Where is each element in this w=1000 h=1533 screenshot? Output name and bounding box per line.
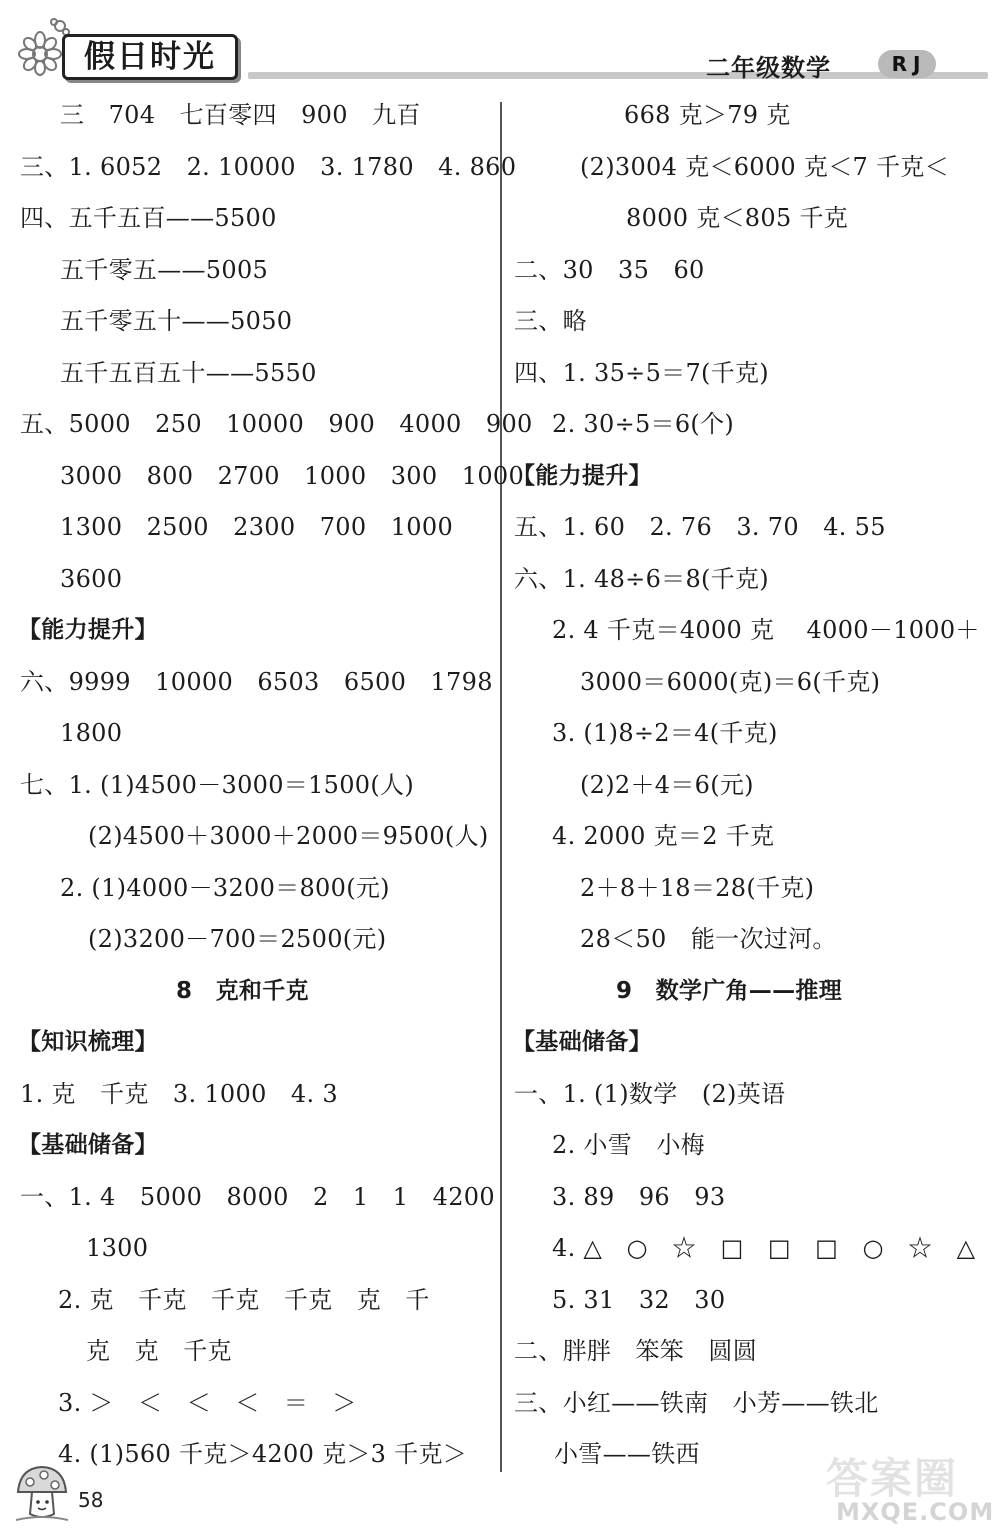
answer-line: 3600 (60, 565, 123, 593)
section-heading: 【知识梳理】 (18, 1029, 158, 1055)
answer-line: 1300 (86, 1234, 149, 1262)
answer-line: 3. (1)8÷2＝4(千克) (552, 719, 778, 747)
answer-line: 六、1. 48÷6＝8(千克) (514, 565, 769, 593)
edition-badge: RJ (878, 50, 936, 78)
header-rule (248, 72, 988, 79)
answer-line: 2. 克 千克 千克 千克 克 千 (58, 1286, 430, 1314)
watermark-logo-text: 答案圈 (826, 1454, 959, 1503)
answer-line: 3. 89 96 93 (552, 1183, 726, 1211)
answer-line: 三 704 七百零四 900 九百 (60, 101, 421, 129)
answer-line: 克 克 千克 (86, 1337, 232, 1365)
section-heading: 【能力提升】 (18, 617, 158, 643)
answer-line: 1800 (60, 719, 123, 747)
answer-line: 四、五千五百——5500 (20, 204, 277, 232)
answer-line: 五千零五十——5050 (60, 307, 293, 335)
answer-line: 3. ＞ ＜ ＜ ＜ ＝ ＞ (58, 1389, 357, 1417)
answer-line: 4. (1)560 千克＞4200 克＞3 千克＞ (58, 1440, 468, 1468)
answer-line: 2. 小雪 小梅 (552, 1131, 705, 1159)
answer-line: 一、1. 4 5000 8000 2 1 1 4200 (20, 1183, 495, 1211)
watermark-url: MXQE.COM (836, 1498, 995, 1526)
answer-line: 1300 2500 2300 700 1000 (60, 513, 454, 541)
answer-line: 3000 800 2700 1000 300 1000 (60, 462, 525, 490)
book-title: 假日时光 (62, 34, 238, 80)
page-number: 58 (78, 1488, 104, 1512)
answer-line: 2. (1)4000－3200＝800(元) (60, 874, 390, 902)
answer-line: 五千五百五十——5550 (60, 359, 317, 387)
answer-line: 六、9999 10000 6503 6500 1798 (20, 668, 493, 696)
answer-line: 五千零五——5005 (60, 256, 269, 284)
answer-line: 三、略 (514, 307, 587, 335)
answer-line: 4. △ ○ ☆ □ □ □ ○ ☆ △ (552, 1234, 976, 1262)
section-heading: 【基础储备】 (512, 1029, 652, 1055)
column-divider (500, 102, 502, 1472)
answer-line: 2. 30÷5＝6(个) (552, 410, 735, 438)
mushroom-icon (14, 1462, 70, 1524)
chapter-title: 9 数学广角——推理 (616, 978, 843, 1004)
answer-line: 五、5000 250 10000 900 4000 900 (20, 410, 533, 438)
answer-line: (2)2＋4＝6(元) (580, 771, 754, 799)
answer-line: 28＜50 能一次过河。 (580, 925, 837, 953)
answer-line: 2. 4 千克＝4000 克 4000－1000＋ (552, 616, 980, 644)
answer-line: (2)3200－700＝2500(元) (88, 925, 387, 953)
answer-line: 四、1. 35÷5＝7(千克) (514, 359, 769, 387)
answer-line: 三、小红——铁南 小芳——铁北 (514, 1389, 879, 1417)
chapter-title: 8 克和千克 (176, 978, 309, 1004)
answer-line: 1. 克 千克 3. 1000 4. 3 (20, 1080, 338, 1108)
answer-line: 5. 31 32 30 (552, 1286, 726, 1314)
section-heading: 【能力提升】 (512, 463, 652, 489)
answer-line: 一、1. (1)数学 (2)英语 (514, 1080, 786, 1108)
answer-line: 8000 克＜805 千克 (626, 204, 849, 232)
answer-line: 小雪——铁西 (554, 1440, 700, 1468)
answer-line: 二、胖胖 笨笨 圆圆 (514, 1337, 757, 1365)
answer-line: 五、1. 60 2. 76 3. 70 4. 55 (514, 513, 886, 541)
subject-label: 二年级数学 (706, 54, 831, 82)
answer-line: 3000＝6000(克)＝6(千克) (580, 668, 881, 696)
answer-line: 二、30 35 60 (514, 256, 705, 284)
answer-line: (2)3004 克＜6000 克＜7 千克＜ (580, 153, 949, 181)
answer-line: 668 克＞79 克 (624, 101, 791, 129)
answer-line: 三、1. 6052 2. 10000 3. 1780 4. 860 (20, 153, 517, 181)
answer-line: 2＋8＋18＝28(千克) (580, 874, 815, 902)
answer-line: 4. 2000 克＝2 千克 (552, 822, 775, 850)
page-header (0, 0, 1000, 95)
answer-line: 七、1. (1)4500－3000＝1500(人) (20, 771, 414, 799)
section-heading: 【基础储备】 (18, 1132, 158, 1158)
answer-line: (2)4500＋3000＋2000＝9500(人) (88, 822, 489, 850)
